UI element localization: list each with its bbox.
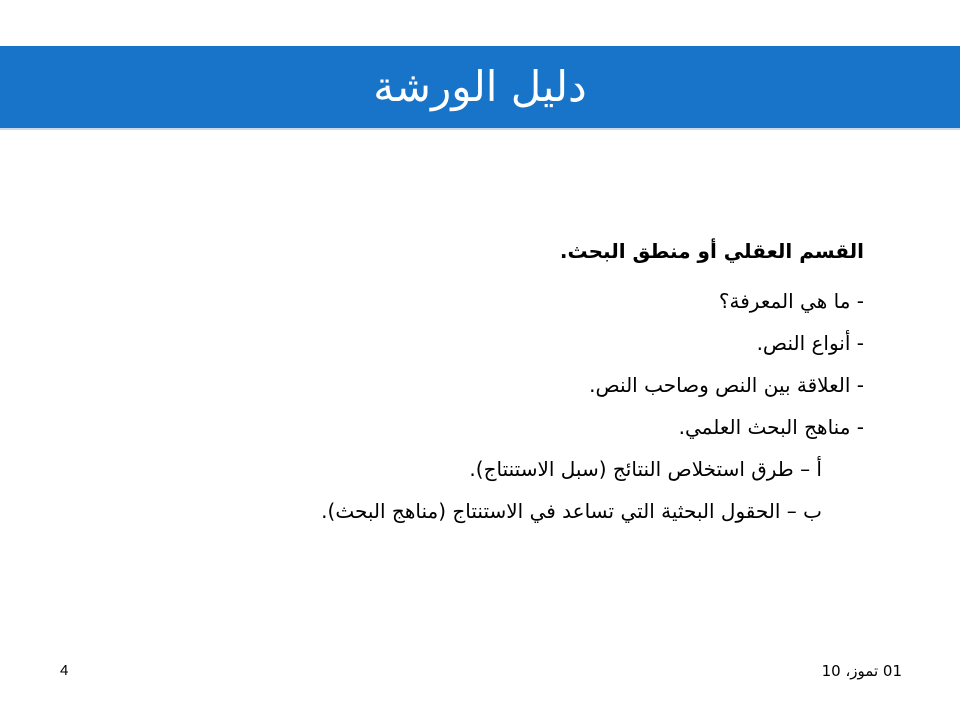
title-bar	[0, 46, 960, 130]
slide-title: دليل الورشة	[373, 62, 587, 111]
list-item: - العلاقة بين النص وصاحب النص.	[589, 373, 864, 397]
page-number: 4	[60, 662, 69, 679]
list-item: - ما هي المعرفة؟	[718, 289, 864, 313]
list-item: - أنواع النص.	[756, 331, 864, 355]
sub-list-item: أ – طرق استخلاص النتائج (سبل الاستنتاج).	[469, 457, 822, 481]
footer-date: 01 تموز، 10	[821, 662, 902, 680]
section-heading: القسم العقلي أو منطق البحث.	[559, 239, 864, 263]
slide-content	[164, 232, 864, 532]
list-item: - مناهج البحث العلمي.	[678, 415, 864, 439]
sub-list-item: ب – الحقول البحثية التي تساعد في الاستنتاج (مناهج البحث).	[321, 499, 822, 523]
